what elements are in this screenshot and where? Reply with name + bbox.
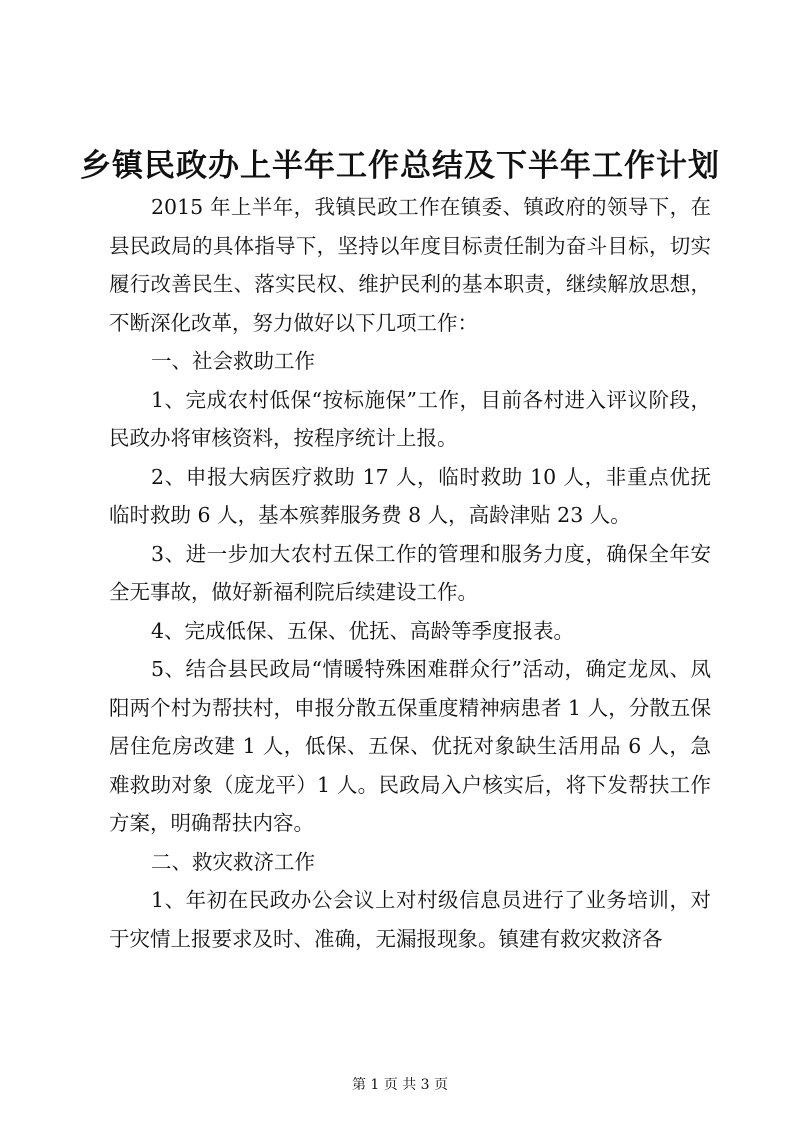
paragraph-item: 1、完成农村低保“按标施保”工作，目前各村进入评议阶段，民政办将审核资料，按程序统计上报。: [109, 387, 711, 450]
paragraph-item: 1、年初在民政办公会议上对村级信息员进行了业务培训，对于灾情上报要求及时、准确，无漏报现象。镇建有救灾救济各: [109, 888, 711, 951]
page-footer: 第 1 页 共 3 页: [351, 1077, 449, 1093]
document-title: 乡镇民政办上半年工作总结及下半年工作计划: [80, 148, 720, 184]
section-heading-social-assistance: 一、社会救助工作: [151, 349, 316, 373]
paragraph-item: 4、完成低保、五保、优抚、高龄等季度报表。: [151, 618, 575, 643]
section-heading-disaster-relief: 二、救灾救济工作: [151, 849, 316, 874]
paragraph-intro: 2015 年上半年，我镇民政工作在镇委、镇政府的领导下，在县民政局的具体指导下，坚持以年度目标责任制为奋斗目标，切实履行改善民生、落实民权、维护民利的基本职责，继续解放思想，不断深化改革，努力做好以下几项工作：: [109, 195, 711, 335]
paragraph-item: 2、申报大病医疗救助 17 人，临时救助 10 人，非重点优抚临时救助 6 人，基本殡葬服务费 8 人，高龄津贴 23 人。: [109, 464, 711, 527]
paragraph-item: 5、结合县民政局“情暖特殊困难群众行”活动，确定龙凤、凤阳两个村为帮扶村，申报分散五保重度精神病患者 1 人，分散五保居住危房改建 1 人，低保、五保、优抚对象缺生活用品 6 人，急难救助对象（庞龙平）1 人。民政局入户核实后，将下发帮扶工作方案，明确帮扶内容。: [109, 657, 711, 835]
document-body: [109, 188, 711, 958]
paragraph-item: 3、进一步加大农村五保工作的管理和服务力度，确保全年安全无事故，做好新福利院后续建设工作。: [109, 541, 711, 604]
